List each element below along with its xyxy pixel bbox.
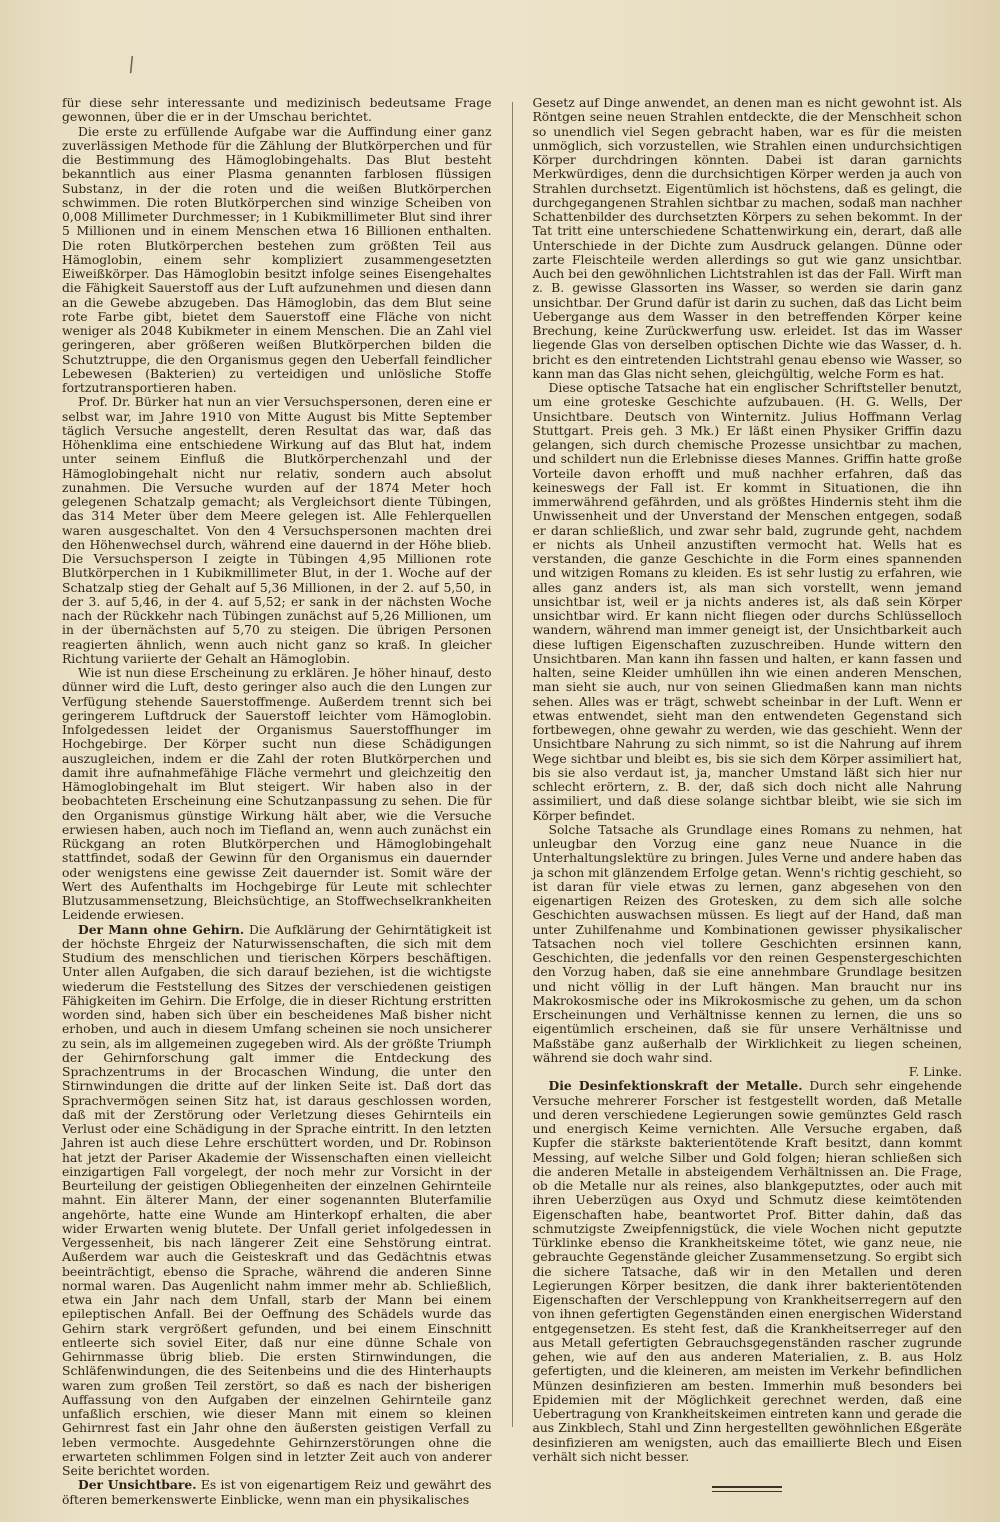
right-column [532,96,962,1482]
article-paragraph: Gesetz auf Dinge anwendet, an denen man es nicht gewohnt ist. Als Röntgen seine neuen Strahlen entdeckte, die der Menschheit schon so unendlich viel Segen gebracht haben, war es für die meisten unmöglich, sich vorzustellen, wie Strahlen einen undurchsichtigen Körper durchdringen könnten. Dabei ist daran garnichts Merkwürdiges, denn die durchsichtigen Körper werden ja auch von Strahlen durchsetzt. Eigentümlich ist höchstens, daß es gelingt, die durchgegangenen Strahlen sichtbar zu machen, sodaß man nachher Schattenbilder des durchsetzten Körpers zu sehen bekommt. In der Tat tritt eine unterschiedene Schattenwirkung ein, derart, daß alle Unterschiede in der Dichte zum Ausdruck gelangen. Dünne oder zarte Fleischteile werden allerdings so gut wie ganz unsichtbar. Auch bei den gewöhnlichen Lichtstrahlen ist das der Fall. Wirft man z. B. gewisse Glassorten ins Wasser, so werden sie darin ganz unsichtbar. Der Grund dafür ist darin zu suchen, daß das Licht beim Uebergange aus dem Wasser in den betreffenden Körper keine Brechung, keine Zurückwerfung usw. erleidet. Ist das im Wasser liegende Glas von derselben optischen Dichte wie das Wasser, d. h. bricht es den eintretenden Lichtstrahl genau ebenso wie Wasser, so kann man das Glas nicht sehen, gleichgültig, welche Form es hat. [532,96,962,381]
text-columns [62,96,962,1507]
article-heading: Der Mann ohne Gehirn. [78,921,245,937]
article-paragraph: Solche Tatsache als Grundlage eines Romans zu nehmen, hat unleugbar den Vorzug eine ganz neue Nuance in die Unterhaltungslektüre zu bringen. Jules Verne und andere haben das ja schon mit glänzendem Erfolge getan. Wenn's richtig geschieht, so ist daran für viele etwas zu lernen, ganz abgesehen von den eigenartigen Reizen des Grotesken, zu dem sich alle solche Geschichten auswachsen müssen. Es liegt auf der Hand, daß man unter Zuhilfenahme und Kombinationen gewisser physikalischer Tatsachen noch viel tollere Geschichten ersinnen kann, Geschichten, die jedenfalls vor den reinen Gespenstergeschichten den Vorzug haben, daß sie eine annehmbare Grundlage besitzen und nicht völlig in der Luft hängen. Man braucht nur ins Makrokosmische oder ins Mikrokosmische zu gehen, um da schon Erscheinungen und Verhältnisse kennen zu lernen, die uns so eigentümlich erscheinen, daß sie für unsere Verhältnisse und Maßstäbe ganz außerhalb der Wirklichkeit zu liegen scheinen, während sie doch wahr sind. F. Linke. [532,822,962,1079]
article-heading: Die Desinfektionskraft der Metalle. [548,1078,803,1094]
author-signature: F. Linke. [908,1065,962,1079]
article-paragraph: Der Mann ohne Gehirn. Die Aufklärung der Gehirntätigkeit ist der höchste Ehrgeiz der Naturwissenschaften, die sich mit dem Studium des menschlichen und tierischen Körpers beschäftigen. Unter allen Aufgaben, die sich darauf beziehen, ist die wichtigste wiederum die Feststellung des Sitzes der verschiedenen geistigen Fähigkeiten im Gehirn. Die Erfolge, die in dieser Richtung erstritten worden sind, haben sich über ein bescheidenes Maß bisher nicht erhoben, und auch in diesem Umfang scheinen sie noch unsicherer zu sein, als im allgemeinen zugegeben wird. Als der größte Triumph der Gehirnforschung galt immer die Entdeckung des Sprachzentrums in der Brocaschen Windung, die unter den Stirnwindungen die dritte auf der linken Seite ist. Daß dort das Sprachvermögen seinen Sitz hat, ist daraus geschlossen worden, daß mit der Zerstörung oder Verletzung dieses Gehirnteils ein Verlust oder eine Schädigung in der Sprache eintritt. In den letzten Jahren ist auch diese Lehre erschüttert worden, und Dr. Robinson hat jetzt der Pariser Akademie der Wissenschaften einen vielleicht einzigartigen Fall vorgelegt, der noch mehr zur Vorsicht in der Beurteilung der geistigen Obliegenheiten der einzelnen Gehirnteile mahnt. Ein älterer Mann, der einer sogenannten Bluterfamilie angehörte, hatte eine Wunde am Hinterkopf erhalten, die aber wider Erwarten wenig blutete. Der Unfall geriet infolgedessen in Vergessenheit, bis nach längerer Zeit eine Sehstörung eintrat. Außerdem war auch die Geisteskraft und das Gedächtnis etwas beeinträchtigt, ebenso die Sprache, während die anderen Sinne normal waren. Das Augenlicht nahm immer mehr ab. Schließlich, etwa ein Jahr nach dem Unfall, starb der Mann bei einem epileptischen Anfall. Bei der Oeffnung des Schädels wurde das Gehirn stark vergrößert gefunden, und bei einem Einschnitt entleerte sich soviel Eiter, daß nur eine dünne Schale von Gehirnmasse übrig blieb. Die ersten Stirnwindungen, die Schläfenwindungen, die des Seitenbeins und die des Hinterhaupts waren zum großen Teil zerstört, so daß es nach der bisherigen Auffassung von den Aufgaben der einzelnen Gehirnteile ganz unfaßlich erschien, wie dieser Mann mit einem so kleinen Gehirnrest fast ein Jahr ohne den äußersten geistigen Verfall zu leben vermochte. Ausgedehnte Gehirnzerstörungen ohne die erwarteten schlimmen Folgen sind in letzter Zeit auch von anderer Seite berichtet worden. [62,921,492,1478]
left-column [62,96,492,1507]
article-paragraph: Der Unsichtbare. Es ist von eigenartigem Reiz und gewährt des öfteren bemerkenswerte Einblicke, wenn man ein physikalisches [62,1477,492,1507]
article-paragraph: Diese optische Tatsache hat ein englischer Schriftsteller benutzt, um eine groteske Geschichte aufzubauen. (H. G. Wells, Der Unsichtbare. Deutsch von Winternitz. Julius Hoffmann Verlag Stuttgart. Preis geh. 3 Mk.) Er läßt einen Physiker Griffin dazu gelangen, sich durch chemische Prozesse unsichtbar zu machen, und schildert nun die Erlebnisse dieses Mannes. Griffin hatte große Vorteile davon erhofft und muß nachher erfahren, daß das keineswegs der Fall ist. Er kommt in Situationen, die ihn immerwährend gefährden, und als größtes Hindernis steht ihm die Unwissenheit und der Unverstand der Menschen entgegen, sodaß er daran schließlich, und zwar sehr bald, zugrunde geht, nachdem er nichts als Unheil anzustiften vermocht hat. Wells hat es verstanden, die ganze Geschichte in die Form eines spannenden und witzigen Romans zu kleiden. Es ist sehr lustig zu erfahren, wie alles ganz anders ist, als man sich vorstellt, wenn jemand unsichtbar ist, weil er ja nichts anderes ist, als daß sein Körper unsichtbar wird. Er kann nicht fliegen oder durchs Schlüsselloch wandern, während man immer geneigt ist, der Unsichtbarkeit auch diese luftigen Eigenschaften zuzuschreiben. Hunde wittern den Unsichtbaren. Man kann ihn fassen und halten, er kann fassen und halten, seine Kleider umhüllen ihn wie einen anderen Menschen, man sieht sie auch, nur von seinen Gliedmaßen kann man nichts sehen. Alles was er trägt, schwebt scheinbar in der Luft. Wenn er etwas entwendet, sieht man den entwendeten Gegenstand sich fortbewegen, ohne gewahr zu werden, wie das geschieht. Wenn der Unsichtbare Nahrung zu sich nimmt, so ist die Nahrung auf ihrem Wege sichtbar und bleibt es, bis sie sich dem Körper assimiliert hat, bis sie also verdaut ist, ja, mancher Umstand läßt sich hier nur schlecht erörtern, z. B. der, daß sich doch nicht alle Nahrung assimiliert, und daß diese solange sichtbar bleibt, wie sie sich im Körper befindet. [532,381,962,823]
pen-mark: / [125,51,138,77]
article-heading: Der Unsichtbare. [78,1477,197,1493]
end-rule [712,1486,782,1492]
column-divider [512,102,513,1427]
article-paragraph: Die erste zu erfüllende Aufgabe war die Auffindung einer ganz zuverlässigen Methode für die Zählung der Blutkörperchen und für die Bestimmung des Hämoglobingehalts. Das Blut besteht bekanntlich aus einer Plasma genannten farblosen flüssigen Substanz, in der die roten und die weißen Blutkörperchen schwimmen. Die roten Blutkörperchen sind winzige Scheiben von 0,008 Millimeter Durchmesser; in 1 Kubikmillimeter Blut sind ihrer 5 Millionen und in einem Menschen etwa 16 Billionen enthalten. Die roten Blutkörperchen bestehen zum größten Teil aus Hämoglobin, einem sehr kompliziert zusammengesetzten Eiweißkörper. Das Hämoglobin besitzt infolge seines Eisengehaltes die Fähigkeit Sauerstoff aus der Luft aufzunehmen und diesen dann an die Gewebe abzugeben. Das Hämoglobin, das dem Blut seine rote Farbe gibt, bietet dem Sauerstoff eine Fläche von nicht weniger als 2048 Kubikmeter in einem Menschen. Die an Zahl viel geringeren, aber größeren weißen Blutkörperchen bilden die Schutztruppe, die den Organismus gegen den Ueberfall feindlicher Lebewesen (Bakterien) zu verteidigen und unlösliche Stoffe fortzutransportieren haben. [62,124,492,395]
article-paragraph: Wie ist nun diese Erscheinung zu erklären. Je höher hinauf, desto dünner wird die Luft, desto geringer also auch die den Lungen zur Verfügung stehende Sauerstoffmenge. Außerdem trennt sich bei geringerem Luftdruck der Sauerstoff leichter vom Hämoglobin. Infolgedessen leidet der Organismus Sauerstoffhunger im Hochgebirge. Der Körper sucht nun diese Schädigungen auszugleichen, indem er die Zahl der roten Blutkörperchen und damit ihre aufnahmefähige Fläche vermehrt und gleichzeitig den Hämoglobingehalt im Blut steigert. Wir haben also in der beobachteten Erscheinung eine Schutzanpassung zu sehen. Die für den Organismus günstige Wirkung hält aber, wie die Versuche erwiesen haben, auch noch im Tiefland an, wenn auch zunächst ein Rückgang an roten Blutkörperchen und Hämoglobingehalt stattfindet, sodaß der Gewinn für den Organismus ein dauernder oder wenigstens eine gewisse Zeit dauernder ist. Somit wäre der Wert des Aufenthalts im Hochgebirge für Leute mit schlechter Blutzusammensetzung, Bleichsüchtige, an Stoffwechselkrankheiten Leidende erwiesen. [62,666,492,923]
article-paragraph: Die Desinfektionskraft der Metalle. Durch sehr eingehende Versuche mehrerer Forscher ist festgestellt worden, daß Metalle und deren verschiedene Legierungen sowie gemünztes Geld rasch und energisch Keime vernichten. Alle Versuche ergaben, daß Kupfer die stärkste bakterientötende Kraft besitzt, dann kommt Messing, auf welche Silber und Gold folgen; hieran schließen sich die anderen Metalle in absteigendem Verhältnissen an. Die Frage, ob die Metalle nur als reines, also blankgeputztes, oder auch mit ihren Ueberzügen aus Oxyd und Schmutz diese keimtötenden Eigenschaften habe, beantwortet Prof. Bitter dahin, daß das schmutzigste Zweipfennigstück, die viele Wochen nicht geputzte Türklinke ebenso die Krankheitskeime tötet, wie ganz neue, nie gebrauchte Gegenstände gleicher Zusammensetzung. So ergibt sich die sichere Tatsache, daß wir in den Metallen und deren Legierungen Körper besitzen, die dank ihrer bakterientötenden Eigenschaften der Verschleppung von Krankheitserregern auf den von ihnen gefertigten Gegenständen einen energischen Widerstand entgegensetzen. Es steht fest, daß die Krankheitserreger auf den aus Metall gefertigten Gebrauchsgegenständen rascher zugrunde gehen, wie auf den aus anderen Materialien, z. B. aus Holz gefertigten, und die kleineren, am meisten im Verkehr befindlichen Münzen desinfizieren am besten. Immerhin muß besonders bei Epidemien mit der Möglichkeit gerechnet werden, daß eine Uebertragung von Krankheitskeimen eintreten kann und gerade die aus Zinkblech, Stahl und Zinn hergestellten gewöhnlichen Eßgeräte desinfizieren am wenigsten, auch das emaillierte Blech und Eisen verhält sich nicht besser. [532,1078,962,1464]
article-paragraph: Prof. Dr. Bürker hat nun an vier Versuchspersonen, deren eine er selbst war, im Jahre 1910 von Mitte August bis Mitte September täglich Versuche angestellt, deren Resultat das war, daß das Höhenklima eine entschiedene Wirkung auf das Blut hat, indem unter seinem Einfluß die Blutkörperchenzahl und der Hämoglobingehalt nicht nur relativ, sondern auch absolut zunahmen. Die Versuche wurden auf der 1874 Meter hoch gelegenen Schatzalp gemacht; als Vergleichsort diente Tübingen, das 314 Meter über dem Meere gelegen ist. Alle Fehlerquellen waren ausgeschaltet. Von den 4 Versuchspersonen machten drei den Höhenwechsel durch, während eine dauernd in der Höhe blieb. Die Versuchsperson I zeigte in Tübingen 4,95 Millionen rote Blutkörperchen in 1 Kubikmillimeter Blut, in der 1. Woche auf der Schatzalp stieg der Gehalt auf 5,36 Millionen, in der 2. auf 5,50, in der 3. auf 5,46, in der 4. auf 5,52; er sank in der nächsten Woche nach der Rückkehr nach Tübingen zunächst auf 5,26 Millionen, um in der übernächsten auf 5,70 zu steigen. Die übrigen Personen reagierten ähnlich, wenn auch nicht ganz so kraß. In gleicher Richtung variierte der Gehalt an Hämoglobin. [62,395,492,666]
article-paragraph: für diese sehr interessante und medizinisch bedeutsame Frage gewonnen, über die er in der Umschau berichtet. [62,96,492,125]
